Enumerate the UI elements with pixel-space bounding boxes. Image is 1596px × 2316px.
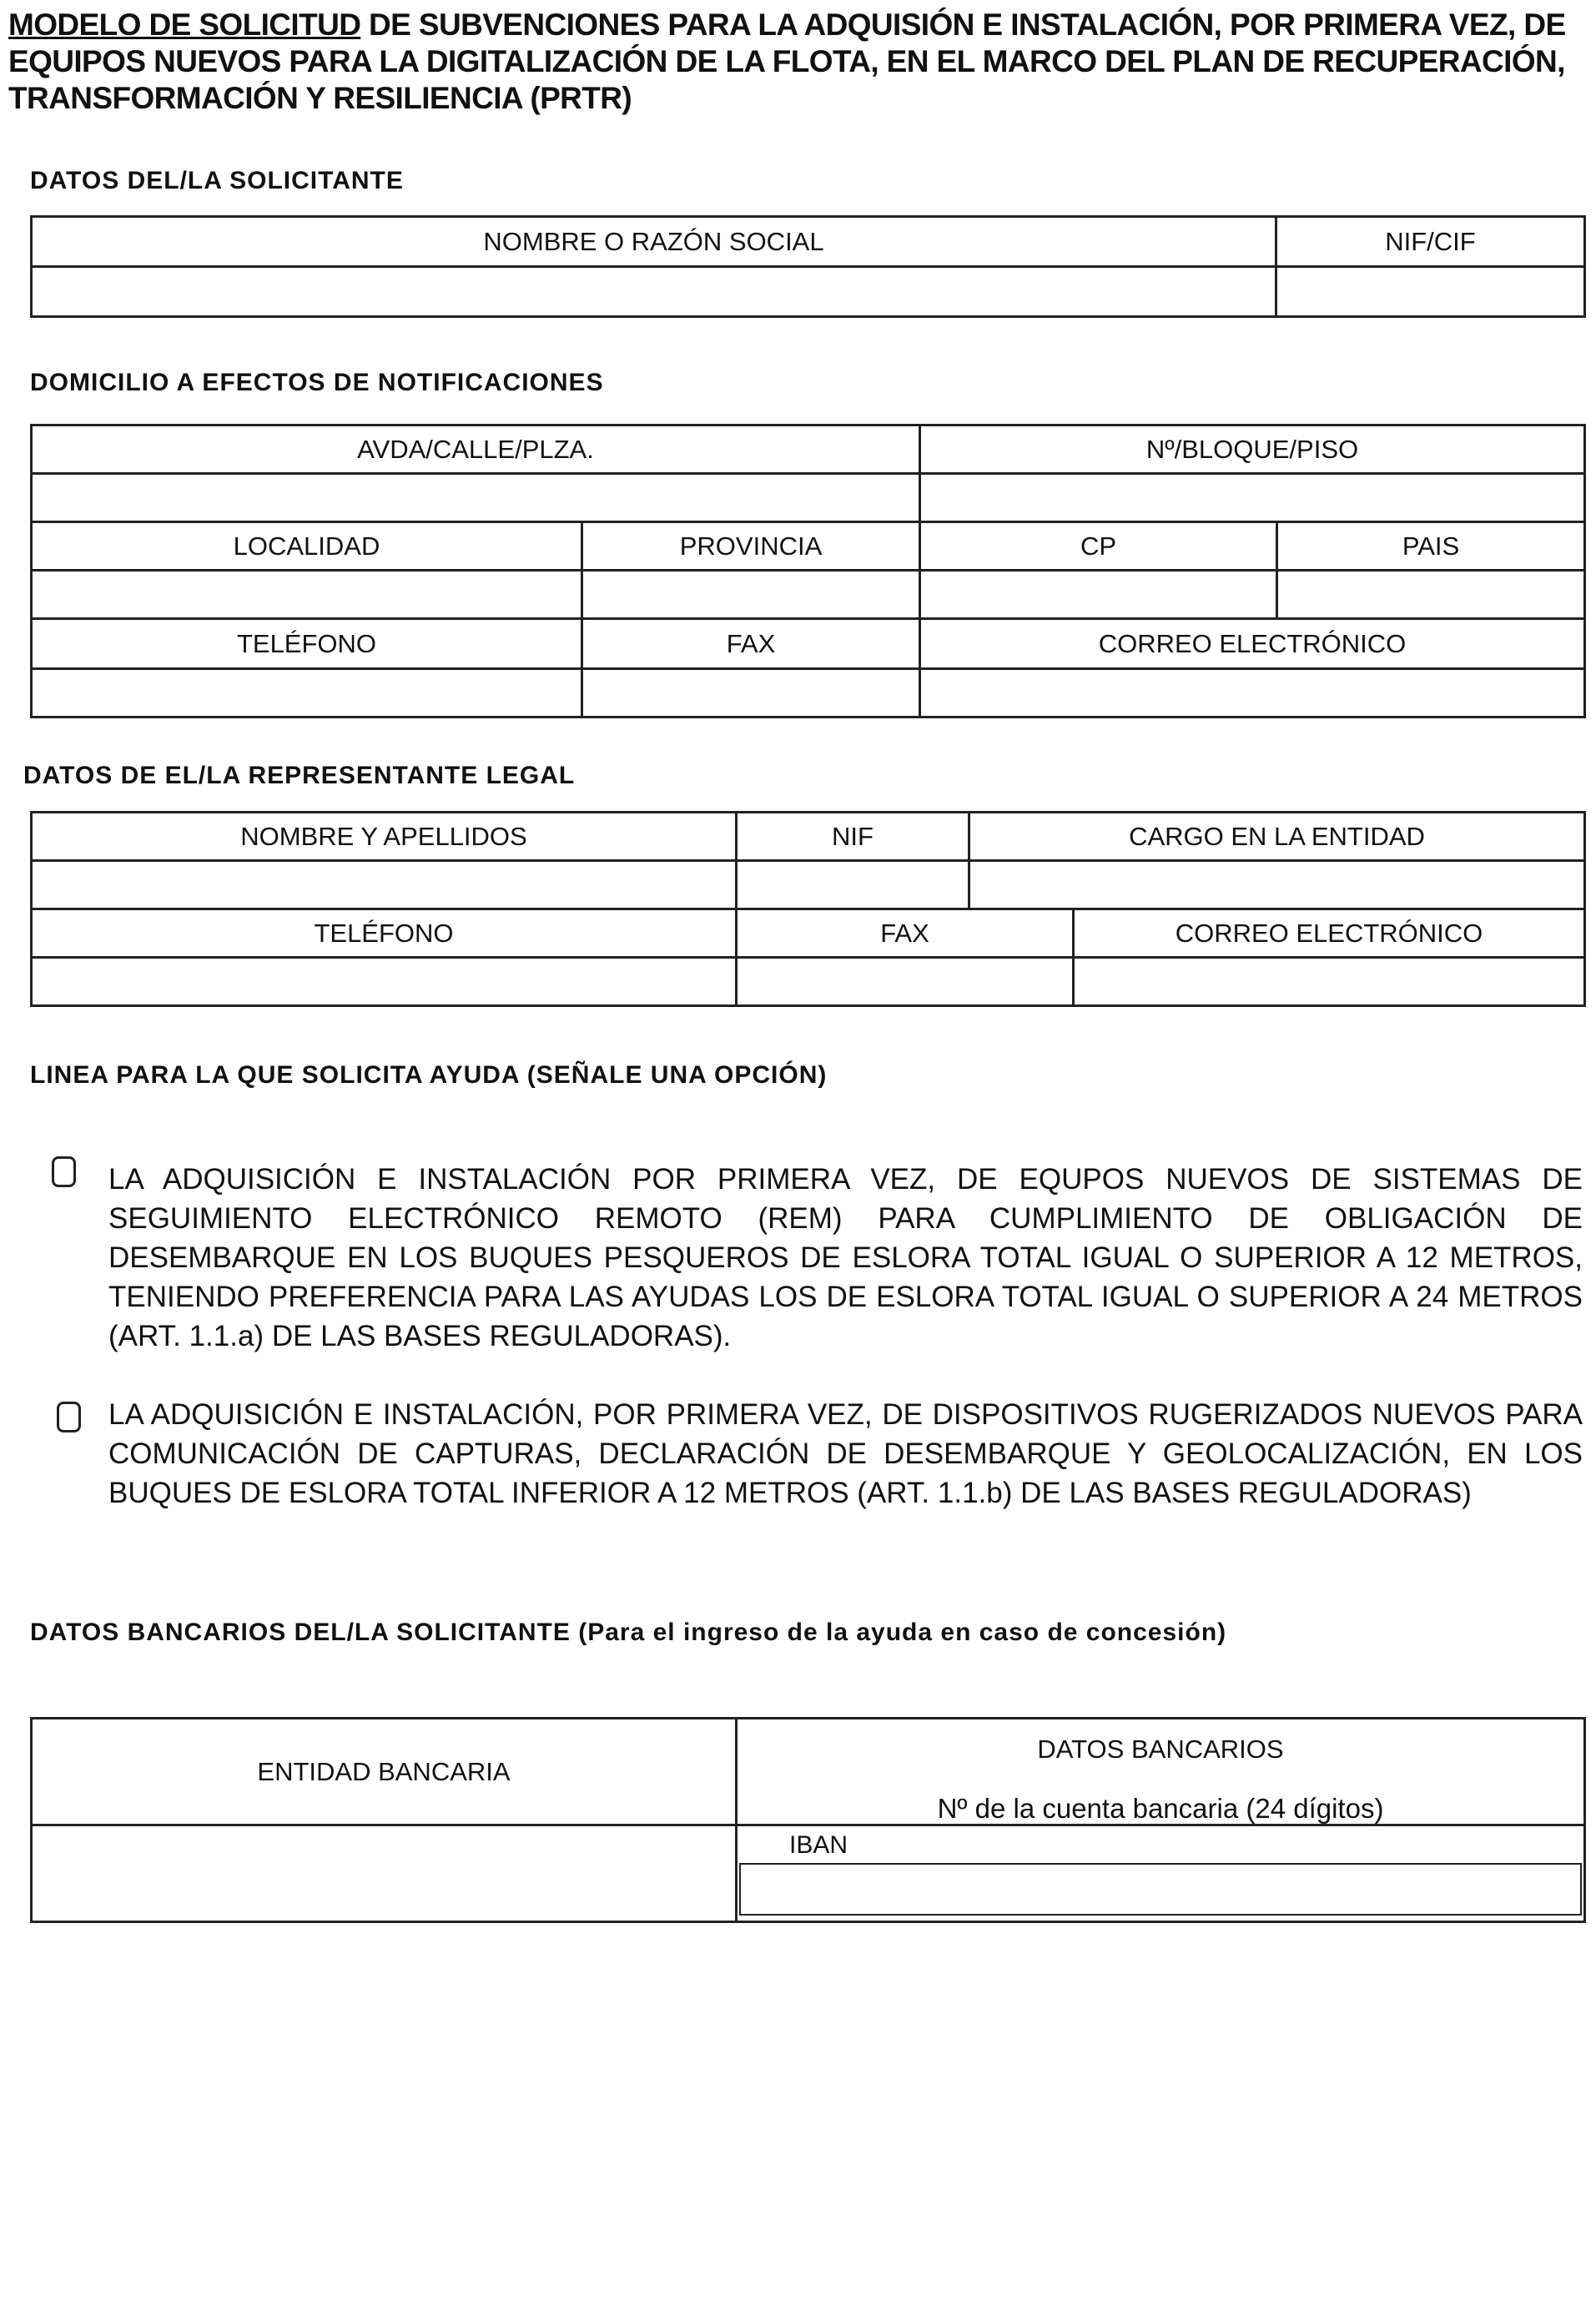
provincia-field[interactable] bbox=[582, 571, 920, 619]
col-provincia: PROVINCIA bbox=[582, 522, 920, 571]
nombre-razon-social-field[interactable] bbox=[32, 267, 1276, 317]
col-localidad: LOCALIDAD bbox=[32, 522, 582, 571]
col-cargo-entidad: CARGO EN LA ENTIDAD bbox=[969, 813, 1585, 861]
entidad-bancaria-field[interactable] bbox=[32, 1825, 737, 1922]
section-heading-solicitante: DATOS DEL/LA SOLICITANTE bbox=[30, 167, 404, 194]
col-nif-cif: NIF/CIF bbox=[1276, 217, 1585, 267]
col-numero-bloque-piso: Nº/BLOQUE/PISO bbox=[920, 425, 1585, 474]
telefono-field[interactable] bbox=[32, 669, 582, 717]
cargo-entidad-field[interactable] bbox=[969, 861, 1585, 909]
form-title-underlined: MODELO DE SOLICITUD bbox=[8, 8, 361, 42]
col-fax: FAX bbox=[582, 619, 920, 669]
option-a-text: LA ADQUISICIÓN E INSTALACIÓN POR PRIMERA VEZ, DE EQUPOS NUEVOS DE SISTEMAS DE SEGUIMIENTO ELECTRÓNICO REMOTO (REM) PARA CUMPLIMIENTO DE OBLIGACIÓN DE DESEMBARQUE EN LOS BUQUES PESQUEROS DE ESLORA TOTAL IGUAL O SUPERIOR A 12 METROS, TENIENDO PREFERENCIA PARA LAS AYUDAS LOS DE ESLORA TOTAL IGUAL O SUPERIOR A 24 METROS (ART. 1.1.a) DE LAS BASES REGULADORAS). bbox=[108, 1163, 1583, 1352]
datos-bancarios-label: DATOS BANCARIOS bbox=[1037, 1734, 1284, 1764]
col-nombre-apellidos: NOMBRE Y APELLIDOS bbox=[32, 813, 737, 861]
solicitante-table bbox=[30, 215, 1586, 318]
correo-electronico-field[interactable] bbox=[920, 669, 1585, 717]
rep-fax-field[interactable] bbox=[737, 958, 1074, 1006]
iban-label: IBAN bbox=[789, 1831, 848, 1859]
option-b-text: LA ADQUISICIÓN E INSTALACIÓN, POR PRIMERA VEZ, DE DISPOSITIVOS RUGERIZADOS NUEVOS PARA COMUNICACIÓN DE CAPTURAS, DECLARACIÓN DE DESEMBARQUE Y GEOLOCALIZACIÓN, EN LOS BUQUES DE ESLORA TOTAL INFERIOR A 12 METROS (ART. 1.1.b) DE LAS BASES REGULADORAS) bbox=[108, 1398, 1583, 1509]
cp-field[interactable] bbox=[920, 571, 1277, 619]
col-cp: CP bbox=[920, 522, 1277, 571]
pais-field[interactable] bbox=[1277, 571, 1585, 619]
col-nif: NIF bbox=[737, 813, 969, 861]
localidad-field[interactable] bbox=[32, 571, 582, 619]
cuenta-bancaria-label: Nº de la cuenta bancaria (24 dígitos) bbox=[937, 1793, 1384, 1824]
representante-table bbox=[30, 811, 1586, 1007]
col-rep-telefono: TELÉFONO bbox=[32, 909, 737, 958]
domicilio-table bbox=[30, 424, 1586, 718]
col-nombre-razon-social: NOMBRE O RAZÓN SOCIAL bbox=[32, 217, 1276, 267]
rep-telefono-field[interactable] bbox=[32, 958, 737, 1006]
section-heading-domicilio: DOMICILIO A EFECTOS DE NOTIFICACIONES bbox=[30, 369, 604, 396]
col-rep-fax: FAX bbox=[737, 909, 1074, 958]
col-telefono: TELÉFONO bbox=[32, 619, 582, 669]
rep-correo-field[interactable] bbox=[1074, 958, 1585, 1006]
col-rep-correo: CORREO ELECTRÓNICO bbox=[1074, 909, 1585, 958]
option-a-checkbox[interactable] bbox=[52, 1156, 76, 1187]
nif-field[interactable] bbox=[737, 861, 969, 909]
nif-cif-field[interactable] bbox=[1276, 267, 1585, 317]
col-entidad-bancaria: ENTIDAD BANCARIA bbox=[32, 1719, 737, 1825]
iban-cell bbox=[737, 1825, 1585, 1922]
fax-field[interactable] bbox=[582, 669, 920, 717]
option-b-checkbox[interactable] bbox=[57, 1402, 81, 1432]
numero-bloque-piso-field[interactable] bbox=[920, 474, 1585, 522]
col-avda-calle-plza: AVDA/CALLE/PLZA. bbox=[32, 425, 920, 474]
section-heading-linea: LINEA PARA LA QUE SOLICITA AYUDA (SEÑALE UNA OPCIÓN) bbox=[30, 1061, 828, 1089]
form-title-rest: DE SUBVENCIONES PARA LA ADQUISIÓN E INSTALACIÓN, POR PRIMERA VEZ, DE EQUIPOS NUEVOS PARA LA DIGITALIZACIÓN DE LA FLOTA, EN EL MARCO DEL PLAN DE RECUPERACIÓN, TRANSFORMACIÓN Y RESILIENCIA (PRTR) bbox=[8, 8, 1566, 115]
bancarios-table bbox=[30, 1717, 1586, 1923]
nombre-apellidos-field[interactable] bbox=[32, 861, 737, 909]
avda-calle-plza-field[interactable] bbox=[32, 474, 920, 522]
section-heading-representante: DATOS DE EL/LA REPRESENTANTE LEGAL bbox=[23, 762, 576, 789]
col-datos-bancarios bbox=[737, 1719, 1585, 1825]
col-pais: PAIS bbox=[1277, 522, 1585, 571]
section-heading-bancarios: DATOS BANCARIOS DEL/LA SOLICITANTE (Para el ingreso de la ayuda en caso de concesión) bbox=[30, 1619, 1227, 1646]
form-title bbox=[8, 7, 1585, 117]
col-correo-electronico: CORREO ELECTRÓNICO bbox=[920, 619, 1585, 669]
iban-field[interactable] bbox=[739, 1863, 1582, 1916]
